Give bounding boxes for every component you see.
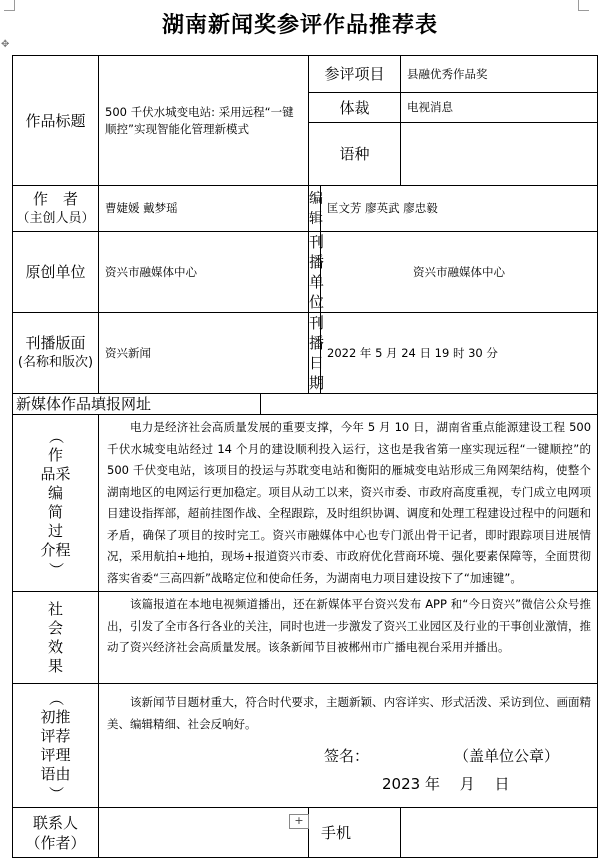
form-title: 湖南新闻奖参评作品推荐表 xyxy=(161,13,438,38)
intro-label-char: 品采 xyxy=(40,465,71,483)
recommend-label-char: （ xyxy=(47,690,65,706)
table-move-handle-icon[interactable]: ✥ xyxy=(1,39,10,50)
language-label: 语种 xyxy=(309,123,401,186)
recommendation-form-table xyxy=(12,55,598,858)
recommend-label-char: 评荐 xyxy=(40,726,71,745)
intro-label-char: 编 xyxy=(47,484,63,502)
intro-label-char: 作 xyxy=(47,446,63,464)
publish-unit-label-line2: 单位 xyxy=(309,273,325,311)
effect-label-char: 会 xyxy=(47,618,63,637)
seal-label: （盖单位公章） xyxy=(454,747,560,765)
publish-section-label xyxy=(13,313,99,394)
effect-label-char: 果 xyxy=(47,656,63,675)
publish-date-label xyxy=(309,313,325,394)
effect-text[interactable]: 该篇报道在本地电视频道播出，还在新媒体平台资兴发布 APP 和“今日资兴”微信公众号推出，引发了全市各行各业的关注，同时也进一步激发了资兴工业园区及行业的干事创业激情，推动了资兴经济社会高质量发展。该条新闻节目被郴州市广播电视台采用并播出。 xyxy=(99,592,598,684)
recommend-text: 该新闻节目题材重大，符合时代要求，主题新颖、内容详实、形式活泼、采访到位、画面精美、编辑精细、社会反响好。 xyxy=(107,695,592,731)
effect-label-char: 社 xyxy=(47,599,63,618)
intro-label-char: 介程 xyxy=(40,541,71,559)
intro-label-char: 过 xyxy=(47,522,63,540)
editor-label: 编辑 xyxy=(309,186,321,232)
language-value[interactable] xyxy=(401,123,598,186)
publish-section-value[interactable]: 资兴新闻 xyxy=(99,313,309,394)
publish-date-label-line2: 日期 xyxy=(309,354,325,392)
publish-date-value[interactable]: 2022 年 5 月 24 日 19 时 30 分 xyxy=(321,313,598,394)
recommend-cell[interactable] xyxy=(99,684,598,808)
genre-value[interactable]: 电视消息 xyxy=(401,93,598,123)
corner-mark-top-right xyxy=(578,0,589,11)
contact-label-line1: 联系人 xyxy=(32,813,78,832)
editors-value[interactable]: 匡文芳 廖英武 廖忠毅 xyxy=(321,186,598,232)
phone-value[interactable] xyxy=(401,808,598,858)
contact-label-line2: （作者） xyxy=(25,833,86,852)
author-label-line1: 作 者 xyxy=(32,189,78,208)
signature-label: 签名： xyxy=(324,747,370,765)
recommend-label xyxy=(13,684,99,808)
original-unit-value[interactable]: 资兴市融媒体中心 xyxy=(99,232,309,313)
author-label xyxy=(13,186,99,232)
category-value[interactable]: 县融优秀作品奖 xyxy=(401,56,598,93)
publish-section-label-line2: (名称和版次) xyxy=(17,355,94,370)
intro-label-char: 简 xyxy=(47,503,63,521)
authors-value[interactable]: 曹婕媛 戴梦瑶 xyxy=(99,186,309,232)
publish-date-label-line1: 刊播 xyxy=(309,314,325,352)
new-media-url-value[interactable] xyxy=(261,394,598,415)
recommend-label-char: 语由 xyxy=(40,764,71,783)
effect-label-char: 效 xyxy=(47,637,63,656)
recommend-label-char: 评理 xyxy=(40,745,71,764)
publish-unit-label xyxy=(309,232,325,313)
add-row-icon[interactable]: + xyxy=(289,814,309,829)
intro-label-char: ） xyxy=(47,561,65,577)
date-line: 2023 年 月 日 xyxy=(382,775,510,793)
intro-text[interactable]: 电力是经济社会高质量发展的重要支撑，今年 5 月 10 日，湖南省重点能源建设工程 500 千伏水城变电站经过 14 个月的建设顺利投入运行，这也是我省第一座实现远程“一键顺控”的 500 千伏变电站，该项目的投运与苏耽变电站和衡阳的雁城变电站形成三角网架结构，使整个湖南地区的电网运行更加稳定。项目从动工以来，资兴市委、市政府高度重视，专门成立电网项目建设指挥部，超前挂图作战、全程跟踪，及时组织协调、调度和处理工程建设过程中的问题和矛盾，确保了项目的按时完工。资兴市融媒体中心也专门派出骨干记者，即时跟踪项目进展情况，采用航拍+地拍，现场+报道资兴市委、市政府优化营商环境、强化要素保障等，全面贯彻落实省委“三高四新”战略定位和使命任务，为湖南电力项目建设按下了“加速键”。 xyxy=(99,415,598,592)
genre-label: 体裁 xyxy=(309,93,401,123)
work-title-value[interactable]: 500 千伏水城变电站: 采用远程“一键顺控”实现智能化管理新模式 xyxy=(99,56,309,186)
recommend-label-char: ） xyxy=(47,785,65,801)
intro-label-char: （ xyxy=(47,428,65,444)
author-label-line2: （主创人员） xyxy=(16,210,95,226)
new-media-url-label: 新媒体作品填报网址 xyxy=(13,394,261,415)
publish-unit-value[interactable]: 资兴市融媒体中心 xyxy=(321,232,598,313)
intro-label xyxy=(13,415,99,592)
publish-section-label-line1: 刊播版面 xyxy=(25,334,86,352)
work-title-label: 作品标题 xyxy=(13,56,99,186)
category-label: 参评项目 xyxy=(309,56,401,93)
recommend-label-char: 初推 xyxy=(40,707,71,726)
publish-unit-label-line1: 刊播 xyxy=(309,233,325,271)
phone-label: 手机 xyxy=(309,808,401,858)
signature-row xyxy=(99,745,597,771)
original-unit-label: 原创单位 xyxy=(13,232,99,313)
corner-mark-top-left xyxy=(4,0,15,11)
date-row xyxy=(99,773,597,799)
contact-value[interactable] xyxy=(99,808,309,858)
